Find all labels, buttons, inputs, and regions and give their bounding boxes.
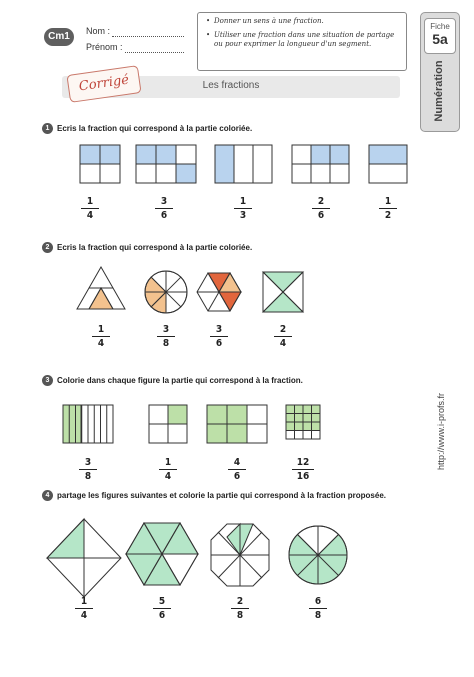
website-link[interactable]: http://www.i-profs.fr	[436, 392, 446, 470]
exercise-2-number: 2	[42, 242, 53, 253]
ex2-fraction-4: 2 4	[273, 324, 293, 349]
exercise-1-instruction: Ecris la fraction qui correspond à la partie coloriée.	[57, 124, 253, 133]
exercise-3-number: 3	[42, 375, 53, 386]
ex1-fraction-5: 1 2	[378, 196, 398, 221]
exercise-3-instruction: Colorie dans chaque figure la partie qui correspond à la fraction.	[57, 376, 303, 385]
ex3-grid-6	[207, 405, 267, 443]
ex2-octagon-pie	[145, 271, 187, 313]
ex4-fraction-2: 5 6	[152, 596, 172, 621]
corrige-stamp: Corrigé	[66, 65, 141, 103]
ex2-fraction-1: 1 4	[91, 324, 111, 349]
objective-1: • Donner un sens à une fraction.	[206, 17, 324, 25]
ex1-figure-4	[292, 145, 349, 183]
ex4-hexagon	[126, 523, 198, 585]
ex1-fraction-4: 2 6	[311, 196, 331, 221]
ex3-fraction-3: 4 6	[227, 457, 247, 482]
sheet-label: Fiche	[430, 22, 450, 31]
name-label: Nom :	[86, 26, 111, 36]
ex1-fraction-3: 1 3	[233, 196, 253, 221]
sheet-number: 5a	[432, 31, 448, 47]
firstname-label: Prénom :	[86, 42, 123, 52]
ex2-fraction-2: 3 8	[156, 324, 176, 349]
ex4-circle	[289, 526, 347, 584]
ex3-bars	[63, 405, 113, 443]
ex4-rhombus	[47, 519, 121, 597]
exercise-4-instruction: partage les figures suivantes et colorie la partie qui correspond à la fraction proposée.	[57, 491, 386, 500]
level-badge: Cm1	[44, 28, 74, 46]
ex1-fraction-2: 3 6	[154, 196, 174, 221]
ex2-triangle	[77, 267, 125, 309]
ex3-fraction-4: 12 16	[291, 457, 315, 482]
ex2-hexagon	[197, 273, 241, 311]
ex2-fraction-3: 3 6	[209, 324, 229, 349]
ex1-figure-2	[136, 145, 196, 183]
exercise-2-instruction: Ecris la fraction qui correspond à la partie coloriée.	[57, 243, 253, 252]
ex1-figure-1	[80, 145, 120, 183]
exercise-1-number: 1	[42, 123, 53, 134]
ex1-figure-5	[369, 145, 407, 183]
ex3-grid-16	[286, 405, 320, 439]
subject-label: Numération	[433, 60, 445, 122]
ex4-octagon	[211, 524, 269, 586]
objective-2: • Utiliser une fraction dans une situation de partage ou pour exprimer la longueur d'un segment.	[206, 31, 395, 48]
ex4-fraction-1: 1 4	[74, 596, 94, 621]
ex1-figure-3	[215, 145, 272, 183]
ex1-fraction-1: 1 4	[80, 196, 100, 221]
page-title: Les fractions	[202, 80, 260, 91]
ex4-fraction-4: 6 8	[308, 596, 328, 621]
ex4-fraction-3: 2 8	[230, 596, 250, 621]
ex2-square	[263, 272, 303, 312]
exercise-4-number: 4	[42, 490, 53, 501]
ex3-square-4	[149, 405, 187, 443]
ex3-fraction-2: 1 4	[158, 457, 178, 482]
ex3-fraction-1: 3 8	[78, 457, 98, 482]
